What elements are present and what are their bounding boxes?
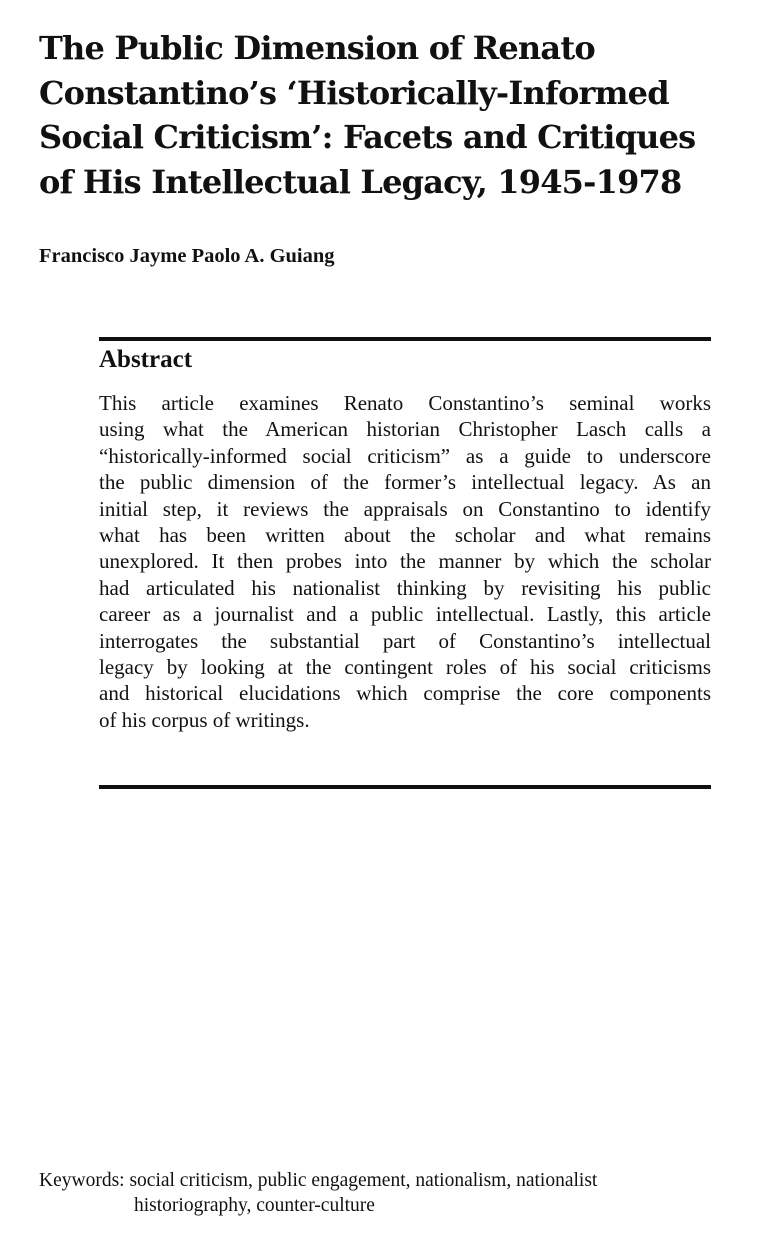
title-line: Constantino’s ‘Historically-Informed	[39, 73, 669, 112]
keywords-list: social criticism, public engagement, nationalism, nationalist	[129, 1170, 598, 1191]
abstract-line: interrogates the substantial part of Constantino’s intellectual	[99, 628, 711, 653]
abstract-top-rule	[99, 337, 711, 341]
author-name: Francisco Jayme Paolo A. Guiang	[39, 245, 335, 267]
abstract-line: legacy by looking at the contingent roles of his social criticisms	[99, 655, 711, 680]
abstract-line: This article examines Renato Constantino’s seminal works	[99, 391, 711, 415]
abstract-line: career as a journalist and a public intellectual. Lastly, this article	[99, 602, 711, 627]
abstract-line: the public dimension of the former’s intellectual legacy. As an	[99, 470, 711, 495]
title-line: Social Criticism’: Facets and Critiques	[39, 118, 696, 156]
keywords-label: Keywords:	[39, 1170, 125, 1191]
abstract-line: had articulated his nationalist thinking by revisiting his public	[99, 575, 711, 600]
abstract-line: of his corpus of writings.	[99, 707, 310, 732]
abstract-body	[99, 390, 711, 733]
abstract-line: “historically-informed social criticism” as a guide to underscore	[99, 443, 711, 468]
abstract-line: using what the American historian Christopher Lasch calls a	[99, 417, 711, 442]
keywords-block	[39, 1169, 739, 1218]
abstract-line: and historical elucidations which comprise the core components	[99, 681, 711, 706]
article-title	[39, 26, 739, 204]
abstract-line: initial step, it reviews the appraisals on Constantino to identify	[99, 496, 711, 521]
abstract-bottom-rule	[99, 785, 711, 789]
abstract-heading: Abstract	[99, 346, 193, 373]
title-line: of His Intellectual Legacy, 1945-1978	[39, 162, 682, 201]
title-line: The Public Dimension of Renato	[39, 29, 595, 67]
abstract-line: unexplored. It then probes into the manner by which the scholar	[99, 549, 711, 574]
abstract-line: what has been written about the scholar and what remains	[99, 523, 711, 548]
keywords-list-continued: historiography, counter-culture	[134, 1194, 375, 1216]
